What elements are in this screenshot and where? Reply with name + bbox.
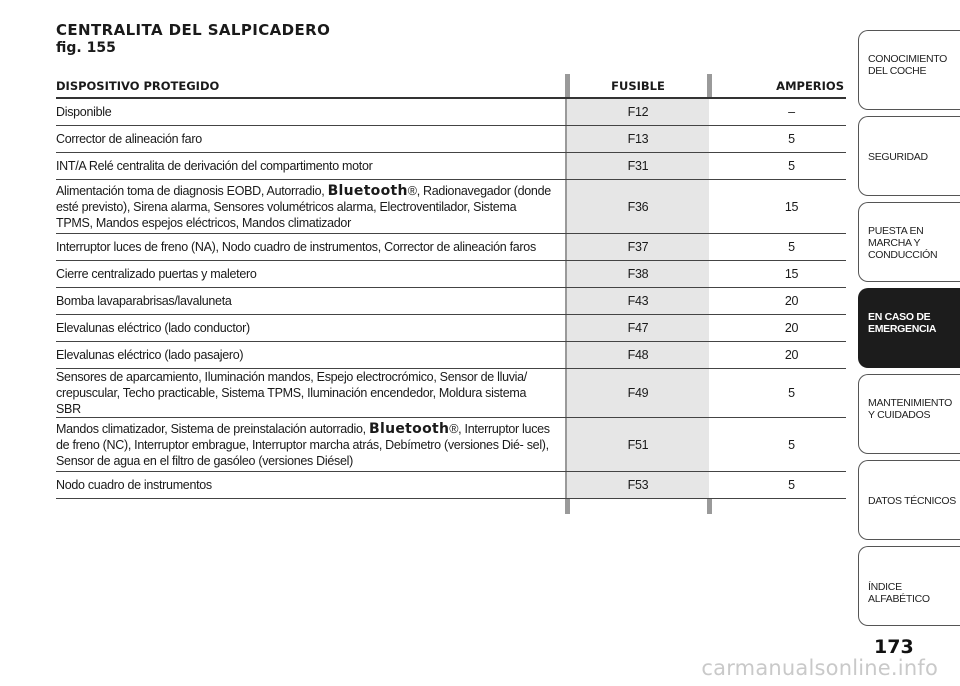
chapter-tabs xyxy=(858,30,960,632)
amps-cell: 5 xyxy=(709,153,846,180)
tab-label: MANTENIMIENTO Y CUIDADOS xyxy=(868,397,952,421)
amps-cell: 20 xyxy=(709,288,846,315)
amps-cell: 5 xyxy=(709,234,846,261)
table-row xyxy=(56,369,846,418)
device-cell: Disponible xyxy=(56,98,567,126)
tab-seguridad[interactable] xyxy=(858,116,960,196)
fuse-cell: F13 xyxy=(567,126,709,153)
table-row xyxy=(56,234,846,261)
device-cell: Cierre centralizado puertas y maletero xyxy=(56,261,567,288)
header-amps: AMPERIOS xyxy=(709,74,846,98)
table-row xyxy=(56,315,846,342)
device-cell: Corrector de alineación faro xyxy=(56,126,567,153)
amps-cell: 15 xyxy=(709,261,846,288)
amps-cell: 20 xyxy=(709,342,846,369)
table-row xyxy=(56,418,846,472)
amps-cell: 15 xyxy=(709,180,846,234)
table-row xyxy=(56,153,846,180)
tab-label: PUESTA EN MARCHA Y CONDUCCIÓN xyxy=(868,225,938,261)
device-cell: Elevalunas eléctrico (lado conductor) xyxy=(56,315,567,342)
device-cell: Bomba lavaparabrisas/lavaluneta xyxy=(56,288,567,315)
watermark: carmanualsonline.info xyxy=(701,656,938,680)
device-cell: Interruptor luces de freno (NA), Nodo cuadro de instrumentos, Corrector de alineación faros xyxy=(56,234,567,261)
amps-cell: 5 xyxy=(709,369,846,418)
fuse-cell: F36 xyxy=(567,180,709,234)
amps-cell: 5 xyxy=(709,126,846,153)
fuse-cell: F47 xyxy=(567,315,709,342)
fuse-cell: F12 xyxy=(567,98,709,126)
tab-label: DATOS TÉCNICOS xyxy=(868,495,956,507)
table-row xyxy=(56,98,846,126)
device-text: ®, Interruptor luces de freno (NC), Interruptor embrague, Interruptor marcha atrás, Debímetro (versiones Dié- sel), Sensor de agua en el filtro de gasóleo (versiones Diésel) xyxy=(56,421,550,468)
device-text: ®, Radionavegador (donde esté previsto), Sirena alarma, Sensores volumétricos alarma, Electroventilador, Sistema TPMS, Mandos espejos eléctricos, Mandos climatizador xyxy=(56,183,551,230)
tab-label: EN CASO DE EMERGENCIA xyxy=(868,311,937,335)
amps-cell: 5 xyxy=(709,472,846,499)
fuse-cell: F43 xyxy=(567,288,709,315)
fuse-cell: F38 xyxy=(567,261,709,288)
tab-indice-alfabetico[interactable] xyxy=(858,546,960,626)
tab-mantenimiento[interactable] xyxy=(858,374,960,454)
device-cell xyxy=(56,418,567,472)
device-cell: INT/A Relé centralita de derivación del compartimento motor xyxy=(56,153,567,180)
table-row xyxy=(56,126,846,153)
tab-conocimiento-del-coche[interactable] xyxy=(858,30,960,110)
fuse-cell: F31 xyxy=(567,153,709,180)
tab-label: ÍNDICE ALFABÉTICO xyxy=(868,581,930,605)
tab-puesta-en-marcha[interactable] xyxy=(858,202,960,282)
table-header-row xyxy=(56,74,846,98)
amps-cell: 20 xyxy=(709,315,846,342)
table-row xyxy=(56,342,846,369)
header-fuse: FUSIBLE xyxy=(567,74,709,98)
tab-datos-tecnicos[interactable] xyxy=(858,460,960,540)
table-row xyxy=(56,261,846,288)
amps-cell: – xyxy=(709,98,846,126)
device-cell xyxy=(56,180,567,234)
device-cell: Elevalunas eléctrico (lado pasajero) xyxy=(56,342,567,369)
fuse-table xyxy=(56,74,846,499)
table-row xyxy=(56,180,846,234)
fuse-cell: F49 xyxy=(567,369,709,418)
tab-en-caso-de-emergencia[interactable] xyxy=(858,288,960,368)
page-title: CENTRALITA DEL SALPICADERO xyxy=(56,21,331,39)
fuse-cell: F48 xyxy=(567,342,709,369)
page-number: 173 xyxy=(874,636,914,658)
tab-label: CONOCIMIENTO DEL COCHE xyxy=(868,53,948,77)
fuse-cell: F37 xyxy=(567,234,709,261)
fuse-cell: F53 xyxy=(567,472,709,499)
device-cell: Nodo cuadro de instrumentos xyxy=(56,472,567,499)
bluetooth-logo: Bluetooth xyxy=(327,182,408,199)
device-text: Alimentación toma de diagnosis EOBD, Autorradio, xyxy=(56,183,328,198)
table-row xyxy=(56,288,846,315)
tab-label: SEGURIDAD xyxy=(868,151,928,163)
bluetooth-logo: Bluetooth xyxy=(369,420,450,437)
device-cell: Sensores de aparcamiento, Iluminación mandos, Espejo electrocrómico, Sensor de lluvia/ crepuscular, Techo practicable, Sistema TPMS, Iluminación encendedor, Moldura sistema SBR xyxy=(56,369,567,418)
figure-reference: fig. 155 xyxy=(56,40,116,56)
header-device: DISPOSITIVO PROTEGIDO xyxy=(56,74,567,98)
amps-cell: 5 xyxy=(709,418,846,472)
table-row xyxy=(56,472,846,499)
fuse-cell: F51 xyxy=(567,418,709,472)
device-text: Mandos climatizador, Sistema de preinstalación autorradio, xyxy=(56,421,370,436)
